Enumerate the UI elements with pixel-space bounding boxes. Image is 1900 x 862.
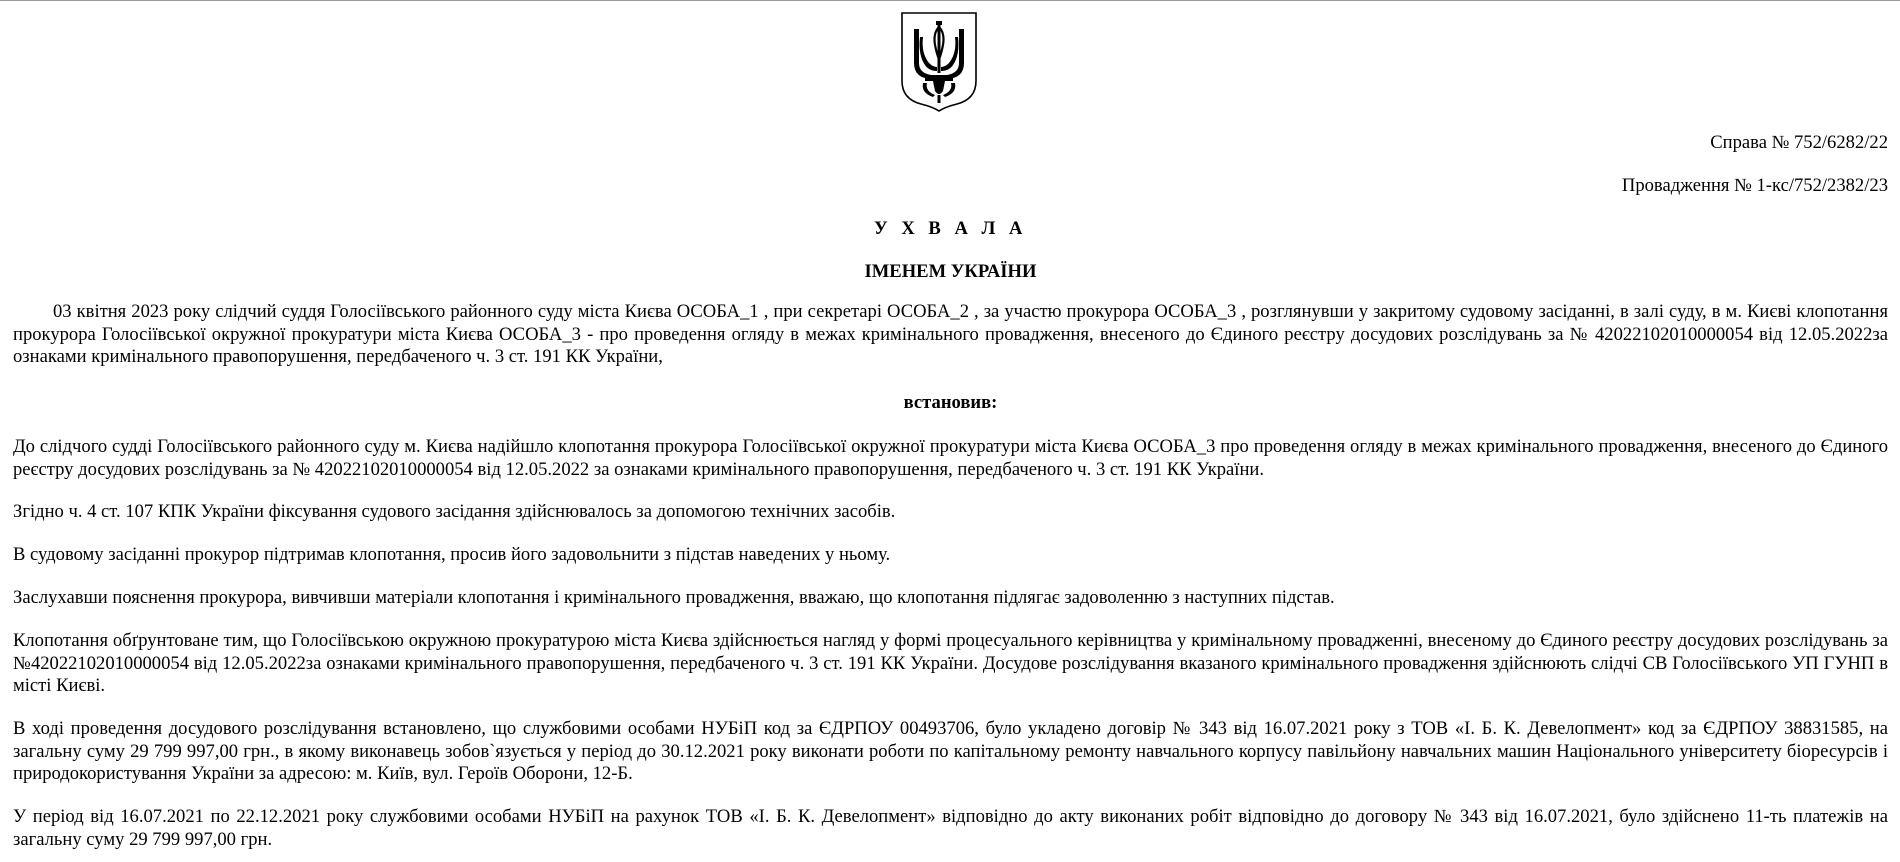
ukraine-coat-of-arms-icon [899,11,979,113]
top-divider [0,0,1900,1]
paragraph-conclusion: Заслухавши пояснення прокурора, вивчивши матеріали клопотання і кримінального провадження, вважаю, що клопотання підлягає задоволенню з наступних підстав. [13,587,1335,608]
ruling-title: У Х В А Л А [874,218,1027,239]
paragraph-prosecutor-support: В судовому засіданні прокурор підтримав клопотання, просив його задовольнити з підстав наведених у ньому. [13,544,891,565]
in-the-name-heading: ІМЕНЕМ УКРАЇНИ [864,261,1037,282]
paragraph-investigation: В ході проведення досудового розслідування встановлено, що службовими особами НУБіП код за ЄДРПОУ 00493706, було укладено договір № 343 від 16.07.2021 року з ТОВ «І. Б. К. Девелопмент» код за ЄДРПОУ 38831585, на загальну суму 29 799 997,00 грн., в якому виконавець зобов`язується у період до 30.12.2021 року виконати роботи по капітальному ремонту навчального корпусу павільйону навчальних машин Національного університету біоресурсів і природокористування України за адресою: м. Київ, вул. Героїв Оборони, 12-Б. [13,718,1888,784]
intro-paragraph: 03 квітня 2023 року слідчий суддя Голосіївського районного суду міста Києва ОСОБА_1 , при секретарі ОСОБА_2 , за участю прокурора ОСОБА_3 , розглянувши у закритому судовому засіданні, в залі суду, в м. Києві клопотання прокурора Голосіївської окружної прокуратури міста Києва ОСОБА_3 - про проведення огляду в межах кримінального провадження, внесеного до Єдиного реєстру досудових розслідувань за № 42022102010000054 від 12.05.2022за ознаками кримінального правопорушення, передбаченого ч. 3 ст. 191 КК України, [13,301,1888,367]
paragraph-payments: У період від 16.07.2021 по 22.12.2021 року службовими особами НУБіП на рахунок ТОВ «І. Б. К. Девелопмент» відповідно до акту виконаних робіт відповідно до договору № 343 від 16.07.2021, було здійснено 11-ть платежів на загальну суму 29 799 997,00 грн. [13,806,1888,850]
established-heading: встановив: [903,392,998,413]
case-number: Справа № 752/6282/22 [1710,132,1888,153]
proceeding-number: Провадження № 1-кс/752/2382/23 [1621,175,1888,196]
paragraph-petition-received: До слідчого судді Голосіївського районного суду м. Києва надійшло клопотання прокурора Голосіївської окружної прокуратури міста Києва ОСОБА_3 про проведення огляду в межах кримінального провадження, внесеного до Єдиного реєстру досудових розслідувань за № 42022102010000054 від 12.05.2022 за ознаками кримінального правопорушення, передбаченого ч. 3 ст. 191 КК України. [13,436,1888,480]
paragraph-grounds: Клопотання обґрунтоване тим, що Голосіївською окружною прокуратурою міста Києва здійснюється нагляд у формі процесуального керівництва у кримінальному провадженні, внесеному до Єдиного реєстру досудових розслідувань за №42022102010000054 від 12.05.2022за ознаками кримінального правопорушення, передбаченого ч. 3 ст. 191 КК України. Досудове розслідування вказаного кримінального провадження здійснюють слідчі СВ Голосіївського УП ГУНП в місті Києві. [13,630,1888,696]
paragraph-recording: Згідно ч. 4 ст. 107 КПК України фіксування судового засідання здійснювалось за допомогою технічних засобів. [13,501,896,522]
